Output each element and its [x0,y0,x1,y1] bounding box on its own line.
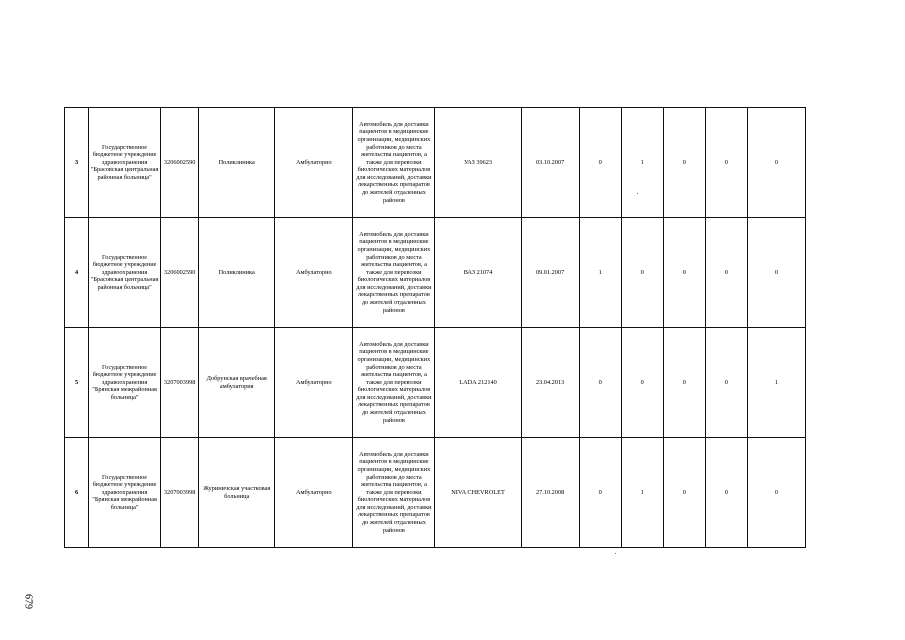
unit-cell: Журиничская участковая больница [199,438,275,548]
count-cell-5: 0 [747,438,805,548]
row-number-cell: 3 [65,108,89,218]
unit-cell: Добрунская врачебная амбулатория [199,328,275,438]
vehicle-registry-table [64,107,806,548]
institution-cell: Государственное бюджетное учреждение здравоохранения "Брасовская центральная районная больница" [89,218,161,328]
row-number-cell: 4 [65,218,89,328]
code-cell: 3206002590 [161,108,199,218]
vehicle-model-cell: ВАЗ 21074 [435,218,521,328]
count-cell-1: 0 [579,108,621,218]
count-cell-2: 0 [621,328,663,438]
institution-cell: Государственное бюджетное учреждение здравоохранения "Брянская межрайонная больница" [89,438,161,548]
purpose-cell: Автомобиль для доставки пациентов в медицинские организации, медицинских работников до места жительства пациентов, а также для перевозки биологических материалов для исследований, доставки лекарственных препаратов до жителей отдаленных районов [353,218,435,328]
date-cell: 27.10.2008 [521,438,579,548]
count-cell-4: 0 [705,438,747,548]
count-cell-3: 0 [663,328,705,438]
scan-artifact [637,193,638,194]
purpose-cell: Автомобиль для доставки пациентов в медицинские организации, медицинских работников до места жительства пациентов, а также для перевозки биологических материалов для исследований, доставки лекарственных препаратов до жителей отдаленных районов [353,108,435,218]
purpose-cell: Автомобиль для доставки пациентов в медицинские организации, медицинских работников до места жительства пациентов, а также для перевозки биологических материалов для исследований, доставки лекарственных препаратов до жителей отдаленных районов [353,438,435,548]
care-type-cell: Амбулаторно [275,108,353,218]
care-type-cell: Амбулаторно [275,218,353,328]
table-row [65,218,806,328]
table-row [65,438,806,548]
count-cell-5: 0 [747,218,805,328]
institution-cell: Государственное бюджетное учреждение здравоохранения "Брасовская центральная районная больница" [89,108,161,218]
code-cell: 3207003998 [161,438,199,548]
code-cell: 3207003998 [161,328,199,438]
vehicle-model-cell: LADA 212140 [435,328,521,438]
care-type-cell: Амбулаторно [275,328,353,438]
count-cell-5: 0 [747,108,805,218]
unit-cell: Поликлиника [199,218,275,328]
count-cell-3: 0 [663,438,705,548]
unit-cell: Поликлиника [199,108,275,218]
count-cell-4: 0 [705,218,747,328]
vehicle-model-cell: NIVA CHEVROLET [435,438,521,548]
page-number: 679 [22,594,34,609]
count-cell-1: 1 [579,218,621,328]
code-cell: 3206002590 [161,218,199,328]
count-cell-2: 0 [621,218,663,328]
count-cell-4: 0 [705,328,747,438]
table-row [65,108,806,218]
table-row [65,328,806,438]
count-cell-2: 1 [621,108,663,218]
count-cell-4: 0 [705,108,747,218]
count-cell-3: 0 [663,108,705,218]
date-cell: 03.10.2007 [521,108,579,218]
date-cell: 23.04.2013 [521,328,579,438]
table-body [65,108,806,548]
vehicle-model-cell: УАЗ 39623 [435,108,521,218]
row-number-cell: 6 [65,438,89,548]
date-cell: 09.01.2007 [521,218,579,328]
scan-artifact [615,553,616,554]
institution-cell: Государственное бюджетное учреждение здравоохранения "Брянская межрайонная больница" [89,328,161,438]
count-cell-5: 1 [747,328,805,438]
count-cell-1: 0 [579,438,621,548]
care-type-cell: Амбулаторно [275,438,353,548]
purpose-cell: Автомобиль для доставки пациентов в медицинские организации, медицинских работников до места жительства пациентов, а также для перевозки биологических материалов для исследований, доставки лекарственных препаратов до жителей отдаленных районов [353,328,435,438]
count-cell-2: 1 [621,438,663,548]
row-number-cell: 5 [65,328,89,438]
count-cell-1: 0 [579,328,621,438]
count-cell-3: 0 [663,218,705,328]
